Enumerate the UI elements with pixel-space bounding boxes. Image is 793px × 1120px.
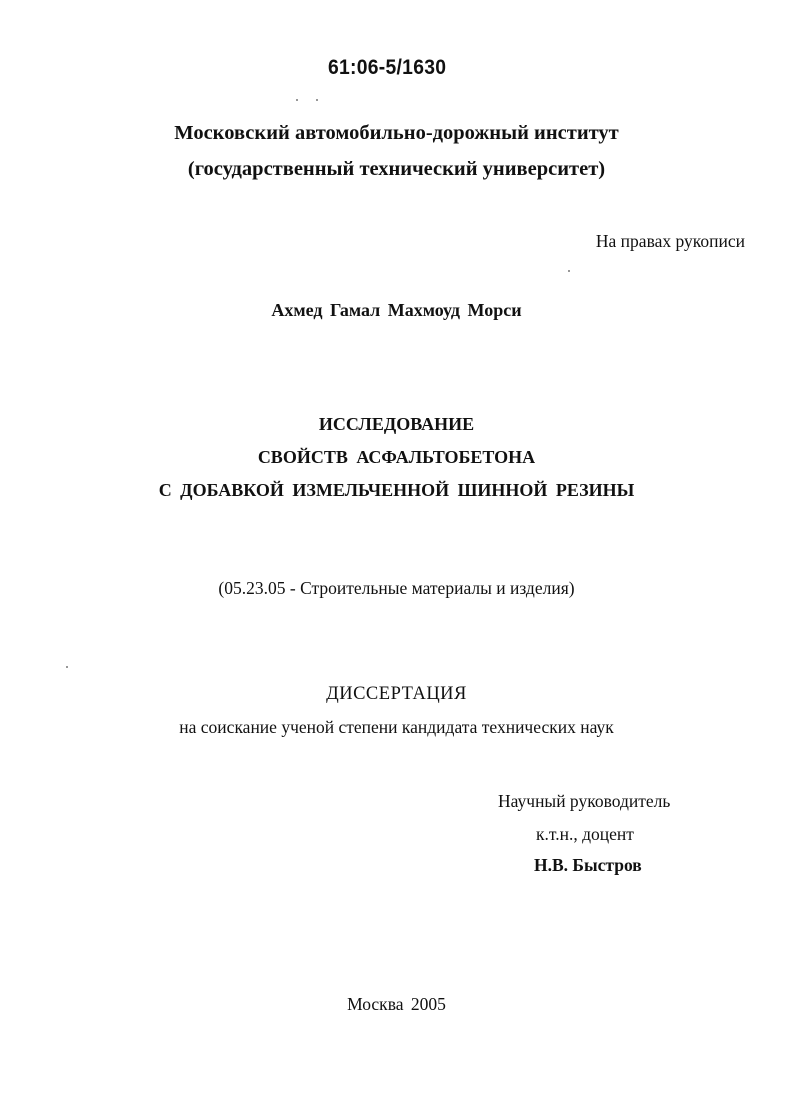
scan-speck: [296, 99, 298, 101]
author-name: Ахмед Гамал Махмоуд Морси: [271, 300, 522, 320]
title-line-2: СВОЙСТВ АСФАЛЬТОБЕТОНА: [257, 447, 536, 467]
scan-speck: [316, 99, 318, 101]
institution-subtitle: (государственный технический университет): [187, 158, 606, 180]
institution-name: Московский автомобильно-дорожный институт: [174, 122, 619, 144]
scan-speck: [66, 666, 68, 668]
document-type: ДИССЕРТАЦИЯ: [326, 684, 467, 704]
supervisor-rank: к.т.н., доцент: [536, 824, 634, 844]
city-year: Москва 2005: [347, 994, 446, 1014]
supervisor-name: Н.В. Быстров: [534, 855, 642, 875]
degree-statement: на соискание ученой степени кандидата технических наук: [179, 717, 614, 737]
manuscript-rights-note: На правах рукописи: [595, 231, 745, 251]
scan-speck: [568, 270, 570, 272]
specialty-code: (05.23.05 - Строительные материалы и изделия): [218, 578, 575, 598]
title-line-3: С ДОБАВКОЙ ИЗМЕЛЬЧЕННОЙ ШИННОЙ РЕЗИНЫ: [158, 480, 635, 500]
supervisor-role: Научный руководитель: [498, 791, 671, 811]
title-line-1: ИССЛЕДОВАНИЕ: [318, 414, 475, 434]
archive-stamp-number: 61:06-5/1630: [328, 56, 447, 79]
